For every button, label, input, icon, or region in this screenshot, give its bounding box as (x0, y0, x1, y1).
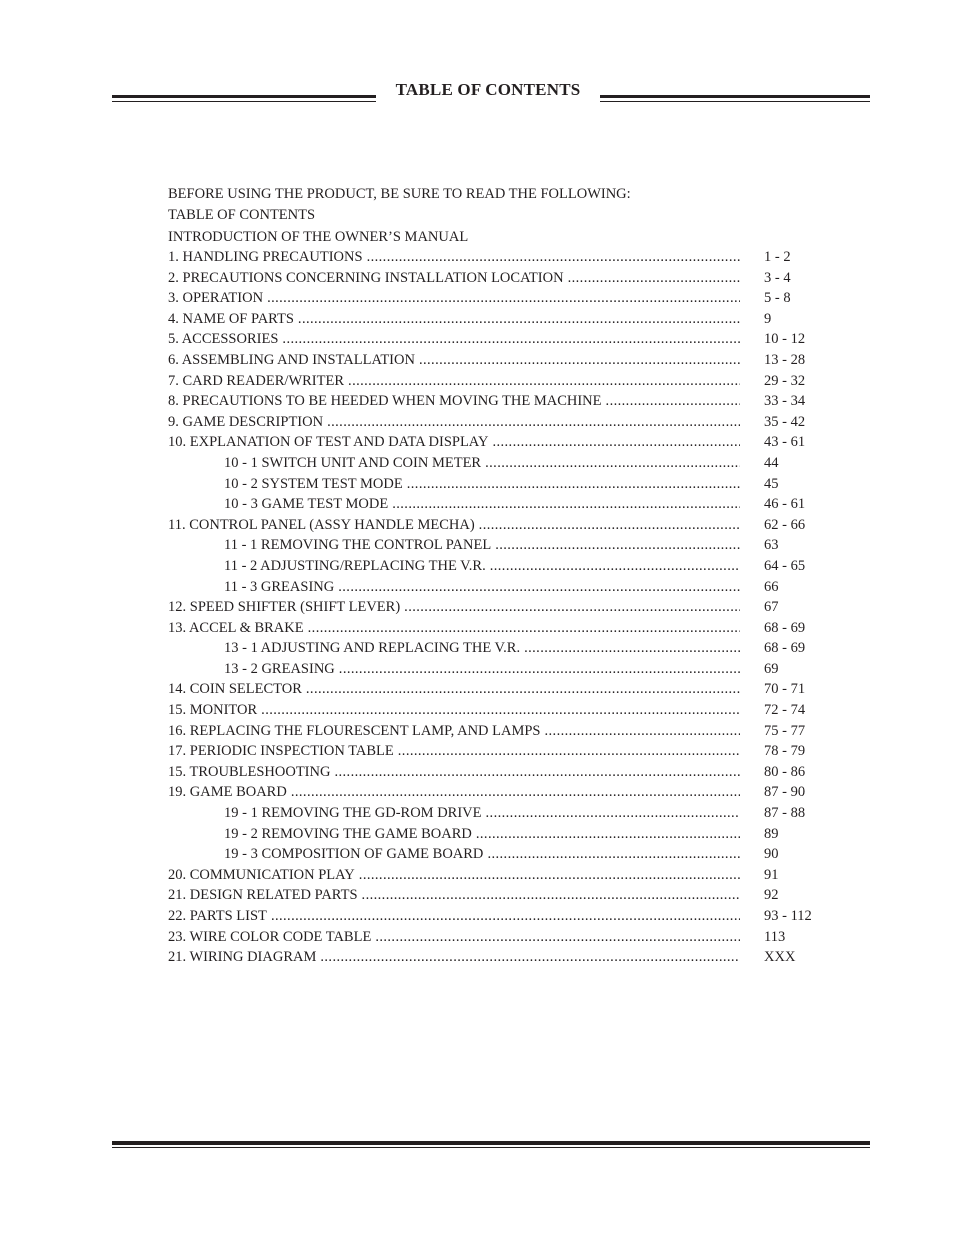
toc-entry (168, 247, 828, 268)
toc-page-range: 67 (764, 599, 779, 616)
toc-entry-title: 21. DESIGN RELATED PARTS ..... (168, 885, 740, 906)
toc-entry (168, 762, 828, 783)
toc-entry-title: 11 - 2 ADJUSTING/REPLACING THE V.R. ..... (224, 556, 740, 577)
toc-entry-title: 11. CONTROL PANEL (ASSY HANDLE MECHA) ..... (168, 515, 740, 536)
toc-entry (168, 515, 828, 536)
toc-entry-title: 10 - 1 SWITCH UNIT AND COIN METER ..... (224, 453, 740, 474)
toc-entry (168, 700, 828, 721)
toc-list (168, 247, 828, 968)
preliminary-item: INTRODUCTION OF THE OWNER’S MANUAL (168, 228, 469, 245)
toc-entry-title: 15. TROUBLESHOOTING ..... (168, 762, 740, 783)
toc-entry-title: 11 - 3 GREASING ..... (224, 577, 740, 598)
toc-entry (168, 391, 828, 412)
toc-entry (168, 371, 828, 392)
page-title: TABLE OF CONTENTS (395, 80, 581, 99)
toc-page-range: XXX (764, 949, 796, 966)
toc-subentry (168, 638, 828, 659)
toc-page-range: 29 - 32 (764, 372, 806, 389)
toc-entry-title: 20. COMMUNICATION PLAY ..... (168, 865, 740, 886)
toc-entry-title: 19 - 1 REMOVING THE GD-ROM DRIVE ..... (224, 803, 740, 824)
toc-page-range: 33 - 34 (764, 393, 806, 410)
toc-entry-title: 13. ACCEL & BRAKE ..... (168, 618, 740, 639)
toc-page-range: 43 - 61 (764, 434, 806, 451)
toc-entry-title: 11 - 1 REMOVING THE CONTROL PANEL ..... (224, 535, 740, 556)
toc-subentry (168, 824, 828, 845)
toc-entry-title: 13 - 2 GREASING ..... (224, 659, 740, 680)
toc-page-range: 10 - 12 (764, 331, 806, 348)
toc-entry-title: 19 - 3 COMPOSITION OF GAME BOARD ..... (224, 844, 740, 865)
toc-entry-title: 19. GAME BOARD ..... (168, 782, 740, 803)
toc-entry-title: 9. GAME DESCRIPTION ..... (168, 412, 740, 433)
preliminary-list (168, 184, 631, 248)
toc-subentry (168, 494, 828, 515)
toc-entry-title: 10. EXPLANATION OF TEST AND DATA DISPLAY ..... (168, 432, 740, 453)
header-rule-right (600, 95, 870, 98)
toc-entry (168, 288, 828, 309)
toc-entry (168, 618, 828, 639)
toc-entry-title: 1. HANDLING PRECAUTIONS ..... (168, 247, 740, 268)
toc-page-range: 91 (764, 866, 779, 883)
toc-page-range: 63 (764, 537, 779, 554)
toc-entry-title: 8. PRECAUTIONS TO BE HEEDED WHEN MOVING THE MACHINE ..... (168, 391, 740, 412)
toc-page-range: 72 - 74 (764, 702, 806, 719)
toc-entry (168, 721, 828, 742)
toc-subentry (168, 453, 828, 474)
toc-entry (168, 329, 828, 350)
toc-page-range: 1 - 2 (764, 249, 791, 265)
toc-entry (168, 906, 828, 927)
toc-subentry (168, 803, 828, 824)
toc-entry (168, 597, 828, 618)
toc-page-range: 80 - 86 (764, 763, 806, 780)
toc-subentry (168, 844, 828, 865)
toc-page-range: 113 (764, 928, 786, 945)
toc-entry (168, 865, 828, 886)
toc-entry-title: 3. OPERATION ..... (168, 288, 740, 309)
toc-page-range: 90 (764, 846, 779, 863)
toc-entry-title: 19 - 2 REMOVING THE GAME BOARD ..... (224, 824, 740, 845)
toc-subentry (168, 474, 828, 495)
page-header (112, 78, 870, 108)
toc-entry (168, 432, 828, 453)
toc-entry-title: 4. NAME OF PARTS ..... (168, 309, 740, 330)
toc-page-range: 92 (764, 887, 779, 904)
toc-entry-title: 21. WIRING DIAGRAM ..... (168, 947, 740, 968)
toc-entry-title: 15. MONITOR ..... (168, 700, 740, 721)
toc-entry-title: 10 - 3 GAME TEST MODE ..... (224, 494, 740, 515)
preliminary-item: BEFORE USING THE PRODUCT, BE SURE TO READ THE FOLLOWING: (168, 186, 631, 202)
toc-page-range: 93 - 112 (764, 908, 812, 924)
toc-entry-title: 23. WIRE COLOR CODE TABLE ..... (168, 927, 740, 948)
toc-page-range: 46 - 61 (764, 496, 806, 513)
toc-page-range: 68 - 69 (764, 619, 806, 636)
toc-page-range: 5 - 8 (764, 290, 791, 307)
toc-entry-title: 2. PRECAUTIONS CONCERNING INSTALLATION LOCATION ..... (168, 268, 740, 289)
toc-entry (168, 350, 828, 371)
preliminary-item: TABLE OF CONTENTS (168, 207, 316, 224)
toc-subentry (168, 659, 828, 680)
toc-subentry (168, 577, 828, 598)
toc-page-range: 78 - 79 (764, 743, 806, 760)
toc-entry (168, 947, 828, 968)
toc-entry-title: 12. SPEED SHIFTER (SHIFT LEVER) ..... (168, 597, 740, 618)
toc-entry (168, 309, 828, 330)
toc-entry-title: 17. PERIODIC INSPECTION TABLE ..... (168, 741, 740, 762)
toc-entry (168, 885, 828, 906)
toc-entry (168, 741, 828, 762)
toc-page-range: 45 (764, 475, 779, 492)
toc-entry-title: 6. ASSEMBLING AND INSTALLATION ..... (168, 350, 740, 371)
footer-rule (112, 1141, 870, 1145)
toc-subentry (168, 535, 828, 556)
toc-page-range: 9 (764, 310, 772, 327)
toc-page-range: 64 - 65 (764, 557, 806, 574)
toc-page-range: 44 (764, 454, 779, 471)
header-rule-left (112, 95, 376, 98)
toc-subentry (168, 556, 828, 577)
toc-page-range: 70 - 71 (764, 681, 806, 698)
toc-page-range: 68 - 69 (764, 640, 806, 657)
toc-page-range: 62 - 66 (764, 516, 806, 533)
toc-entry-title: 22. PARTS LIST ..... (168, 906, 740, 927)
toc-page-range: 66 (764, 578, 779, 595)
toc-page-range: 3 - 4 (764, 269, 791, 286)
toc-page-range: 35 - 42 (764, 413, 806, 430)
toc-page-range: 75 - 77 (764, 722, 806, 739)
toc-entry-title: 5. ACCESSORIES ..... (168, 329, 740, 350)
toc-entry-title: 7. CARD READER/WRITER ..... (168, 371, 740, 392)
toc-entry (168, 679, 828, 700)
toc-page-range: 87 - 90 (764, 784, 806, 801)
toc-entry (168, 268, 828, 289)
toc-entry (168, 927, 828, 948)
toc-entry (168, 412, 828, 433)
toc-entry-title: 16. REPLACING THE FLOURESCENT LAMP, AND LAMPS ..... (168, 721, 740, 742)
toc-entry (168, 782, 828, 803)
toc-page-range: 69 (764, 660, 779, 677)
toc-page-range: 89 (764, 825, 779, 842)
toc-entry-title: 10 - 2 SYSTEM TEST MODE ..... (224, 474, 740, 495)
toc-entry-title: 14. COIN SELECTOR ..... (168, 679, 740, 700)
toc-page-range: 87 - 88 (764, 805, 806, 822)
toc-page-range: 13 - 28 (764, 351, 806, 368)
toc-entry-title: 13 - 1 ADJUSTING AND REPLACING THE V.R. ..... (224, 638, 740, 659)
